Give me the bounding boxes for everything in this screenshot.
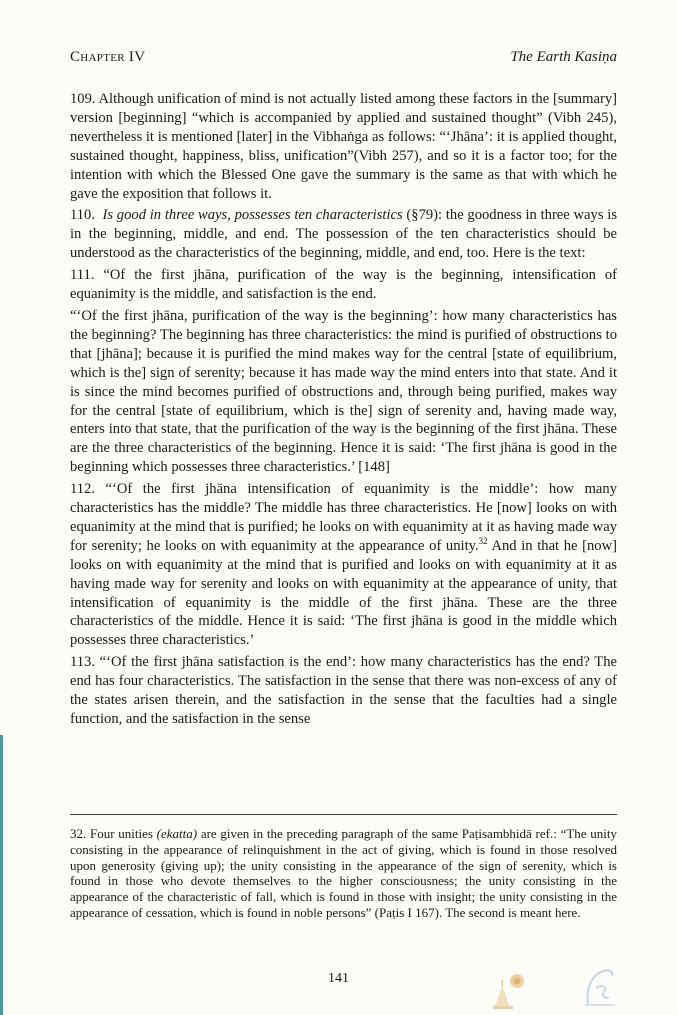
- running-header: [70, 49, 617, 71]
- footnote-32: [70, 826, 617, 921]
- footnote-reference-32[interactable]: 32: [478, 535, 488, 546]
- paragraph-112: [70, 480, 617, 650]
- paragraph-111: 111. “Of the first jhāna, purification of the way is the beginning, intensification of equanimity is the middle, and satisfaction is the end.: [70, 267, 617, 303]
- paragraph-111-continued: “‘Of the first jhāna, purification of the way is the beginning’: how many characteristics has the beginning? The beginning has three characteristics: the mind is purified of obstructions to that [jhāna]; because it is purified the mind makes way for the central [state of equilibrium, which is the] sign of serenity; because it has made way the mind enters into that state. And it is since the mind becomes purified of obstructions and, through being purified, makes way for the central [state of equilibrium, which is the] sign of serenity and, having made way, enters into that state, that the purification of the way is the beginning of the first jhāna. These are the three characteristics of the beginning. Hence it is said: ‘The first jhāna is good in the beginning which possesses three characteristics.’ [148]: [70, 307, 617, 476]
- chapter-heading: Chapter IV: [70, 49, 146, 65]
- footnote-text: are given in the preceding paragraph of the same Paṭisambhidā ref.: “The unity consisting in the appearance of relinquishment in the act of giving, which is found in those resolved upon generosity (giving up); the unity consisting in the appearance of the sign of serenity, which is found in those who devote themselves to the higher consciousness; the unity consisting in the appearance of the characteristic of fall, which is found in those with insight; the unity consisting in the appearance of cessation, which is found in noble persons” (Paṭis I 167). The second is meant here.: [70, 826, 617, 920]
- paragraph-112-text-b: And in that he [now] looks on with equanimity at the mind that is purified and looks on with equanimity at it as having made way for serenity and looks on with equanimity at the appearance of unity, that intensification of equanimity is the middle of the first jhāna. These are the three characteristics of the middle. Hence it is said: ‘The first jhāna is good in the middle which possesses three characteristics.’: [70, 537, 617, 649]
- paragraph-112-text-a: 112. “‘Of the first jhāna intensification of equanimity is the middle’: how many characteristics has the middle? The middle has three characteristics. He [now] looks on with equanimity at the mind that is purified; he looks on with equanimity at it as having made way for serenity; he looks on with equanimity at the appearance of unity.: [70, 481, 617, 554]
- main-text: [70, 90, 617, 732]
- paragraph-110: [70, 206, 617, 263]
- footnote-term: (ekatta): [156, 826, 198, 841]
- page-number: 141: [328, 971, 349, 986]
- paragraph-110-text: (§79): the goodness in three ways is in the beginning, middle, and end. The possession of the ten characteristics should be understood as the characteristics of the beginning, middle, and end, too. Here is the text:: [70, 207, 617, 262]
- script-logo-icon: [581, 964, 619, 1010]
- stupa-logo-icon: [489, 968, 531, 1012]
- footnote-divider: [70, 814, 617, 815]
- paragraph-113: 113. “‘Of the first jhāna satisfaction is the end’: how many characteristics has the end? The end has four characteristics. The satisfaction in the sense that there was non-excess of any of the states arisen therein, and the satisfaction in the sense that the faculties had a single function, and the satisfaction in the sense: [70, 654, 617, 727]
- paragraph-110-quote: Is good in three ways, possesses ten characteristics: [102, 207, 403, 224]
- footnote-lead: 32. Four unities: [70, 826, 153, 841]
- paragraph-110-number: 110.: [70, 207, 95, 224]
- section-title: The Earth Kasiṇa: [510, 49, 617, 65]
- paragraph-109: 109. Although unification of mind is not actually listed among these factors in the [summary] version [beginning] “which is accompanied by applied and sustained thought” (Vibh 245), nevertheless it is mentioned [later] in the Vibhaṅga as follows: “‘Jhāna’: it is applied thought, sustained thought, happiness, bliss, unification”(Vibh 257), and so it is a factor too; for the intention with which the Blessed One gave the summary is the same as that with which he gave the exposition that follows it.: [70, 91, 617, 202]
